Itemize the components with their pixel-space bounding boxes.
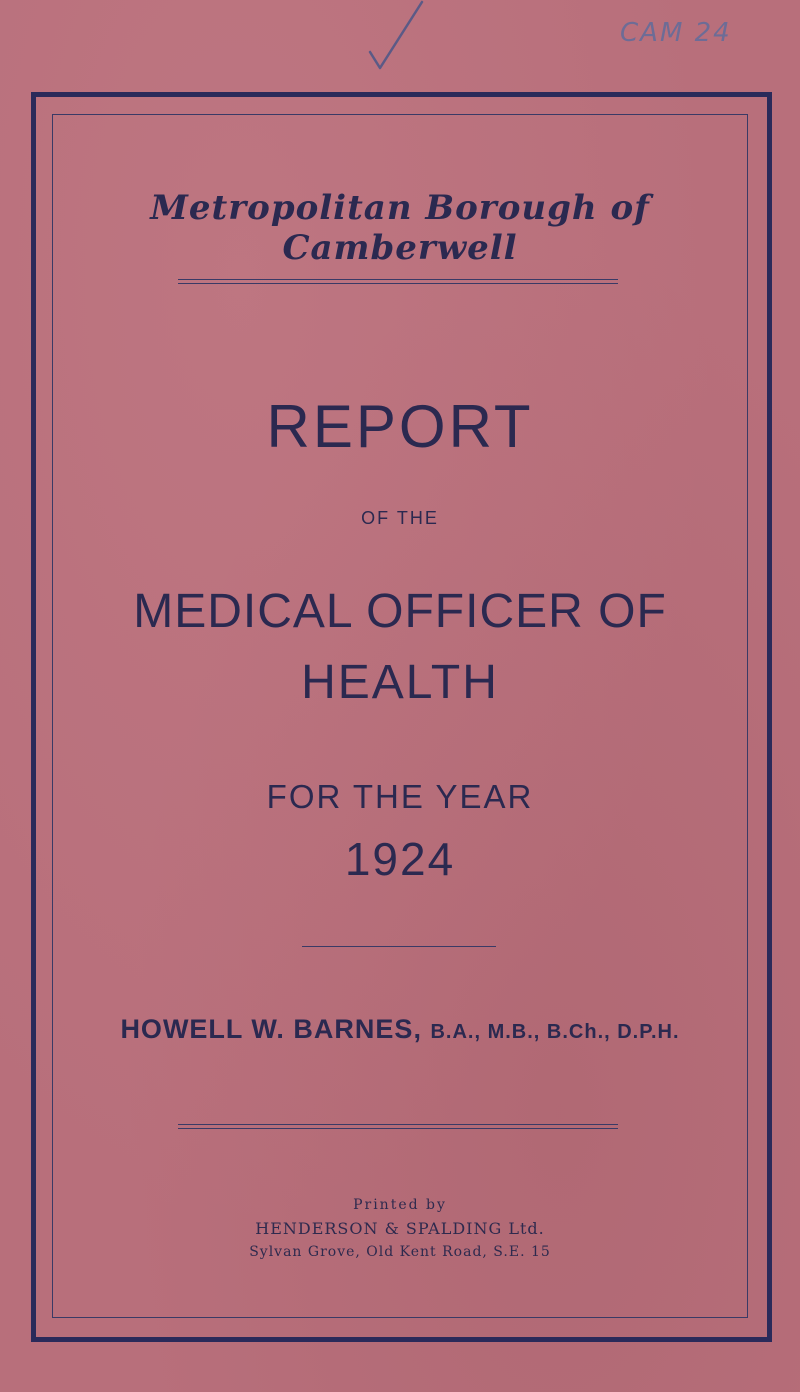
- printed-by-label: Printed by: [353, 1197, 447, 1213]
- printer-name: HENDERSON & SPALDING Ltd.: [255, 1219, 545, 1238]
- divider-bottom: [178, 1124, 618, 1129]
- tick-mark-icon: [362, 0, 442, 80]
- for-the-year-text: FOR THE YEAR: [266, 778, 534, 815]
- title-line-1: MEDICAL OFFICER OF: [133, 585, 667, 638]
- of-the-text: OF THE: [361, 508, 439, 528]
- printer-address: Sylvan Grove, Old Kent Road, S.E. 15: [249, 1244, 551, 1260]
- title-line-2: HEALTH: [301, 656, 499, 709]
- borough-heading: Metropolitan Borough of Camberwell: [150, 188, 650, 268]
- author-line: [36, 1014, 764, 1045]
- report-title: REPORT: [266, 393, 534, 460]
- author-name: HOWELL W. BARNES,: [120, 1014, 422, 1044]
- report-year: 1924: [344, 833, 456, 885]
- inner-border: [52, 114, 748, 1318]
- catalogue-reference: CAM 24: [620, 18, 732, 48]
- divider-top: [178, 279, 618, 284]
- divider-middle: [302, 946, 496, 947]
- author-qualifications: B.A., M.B., B.Ch., D.P.H.: [430, 1021, 680, 1043]
